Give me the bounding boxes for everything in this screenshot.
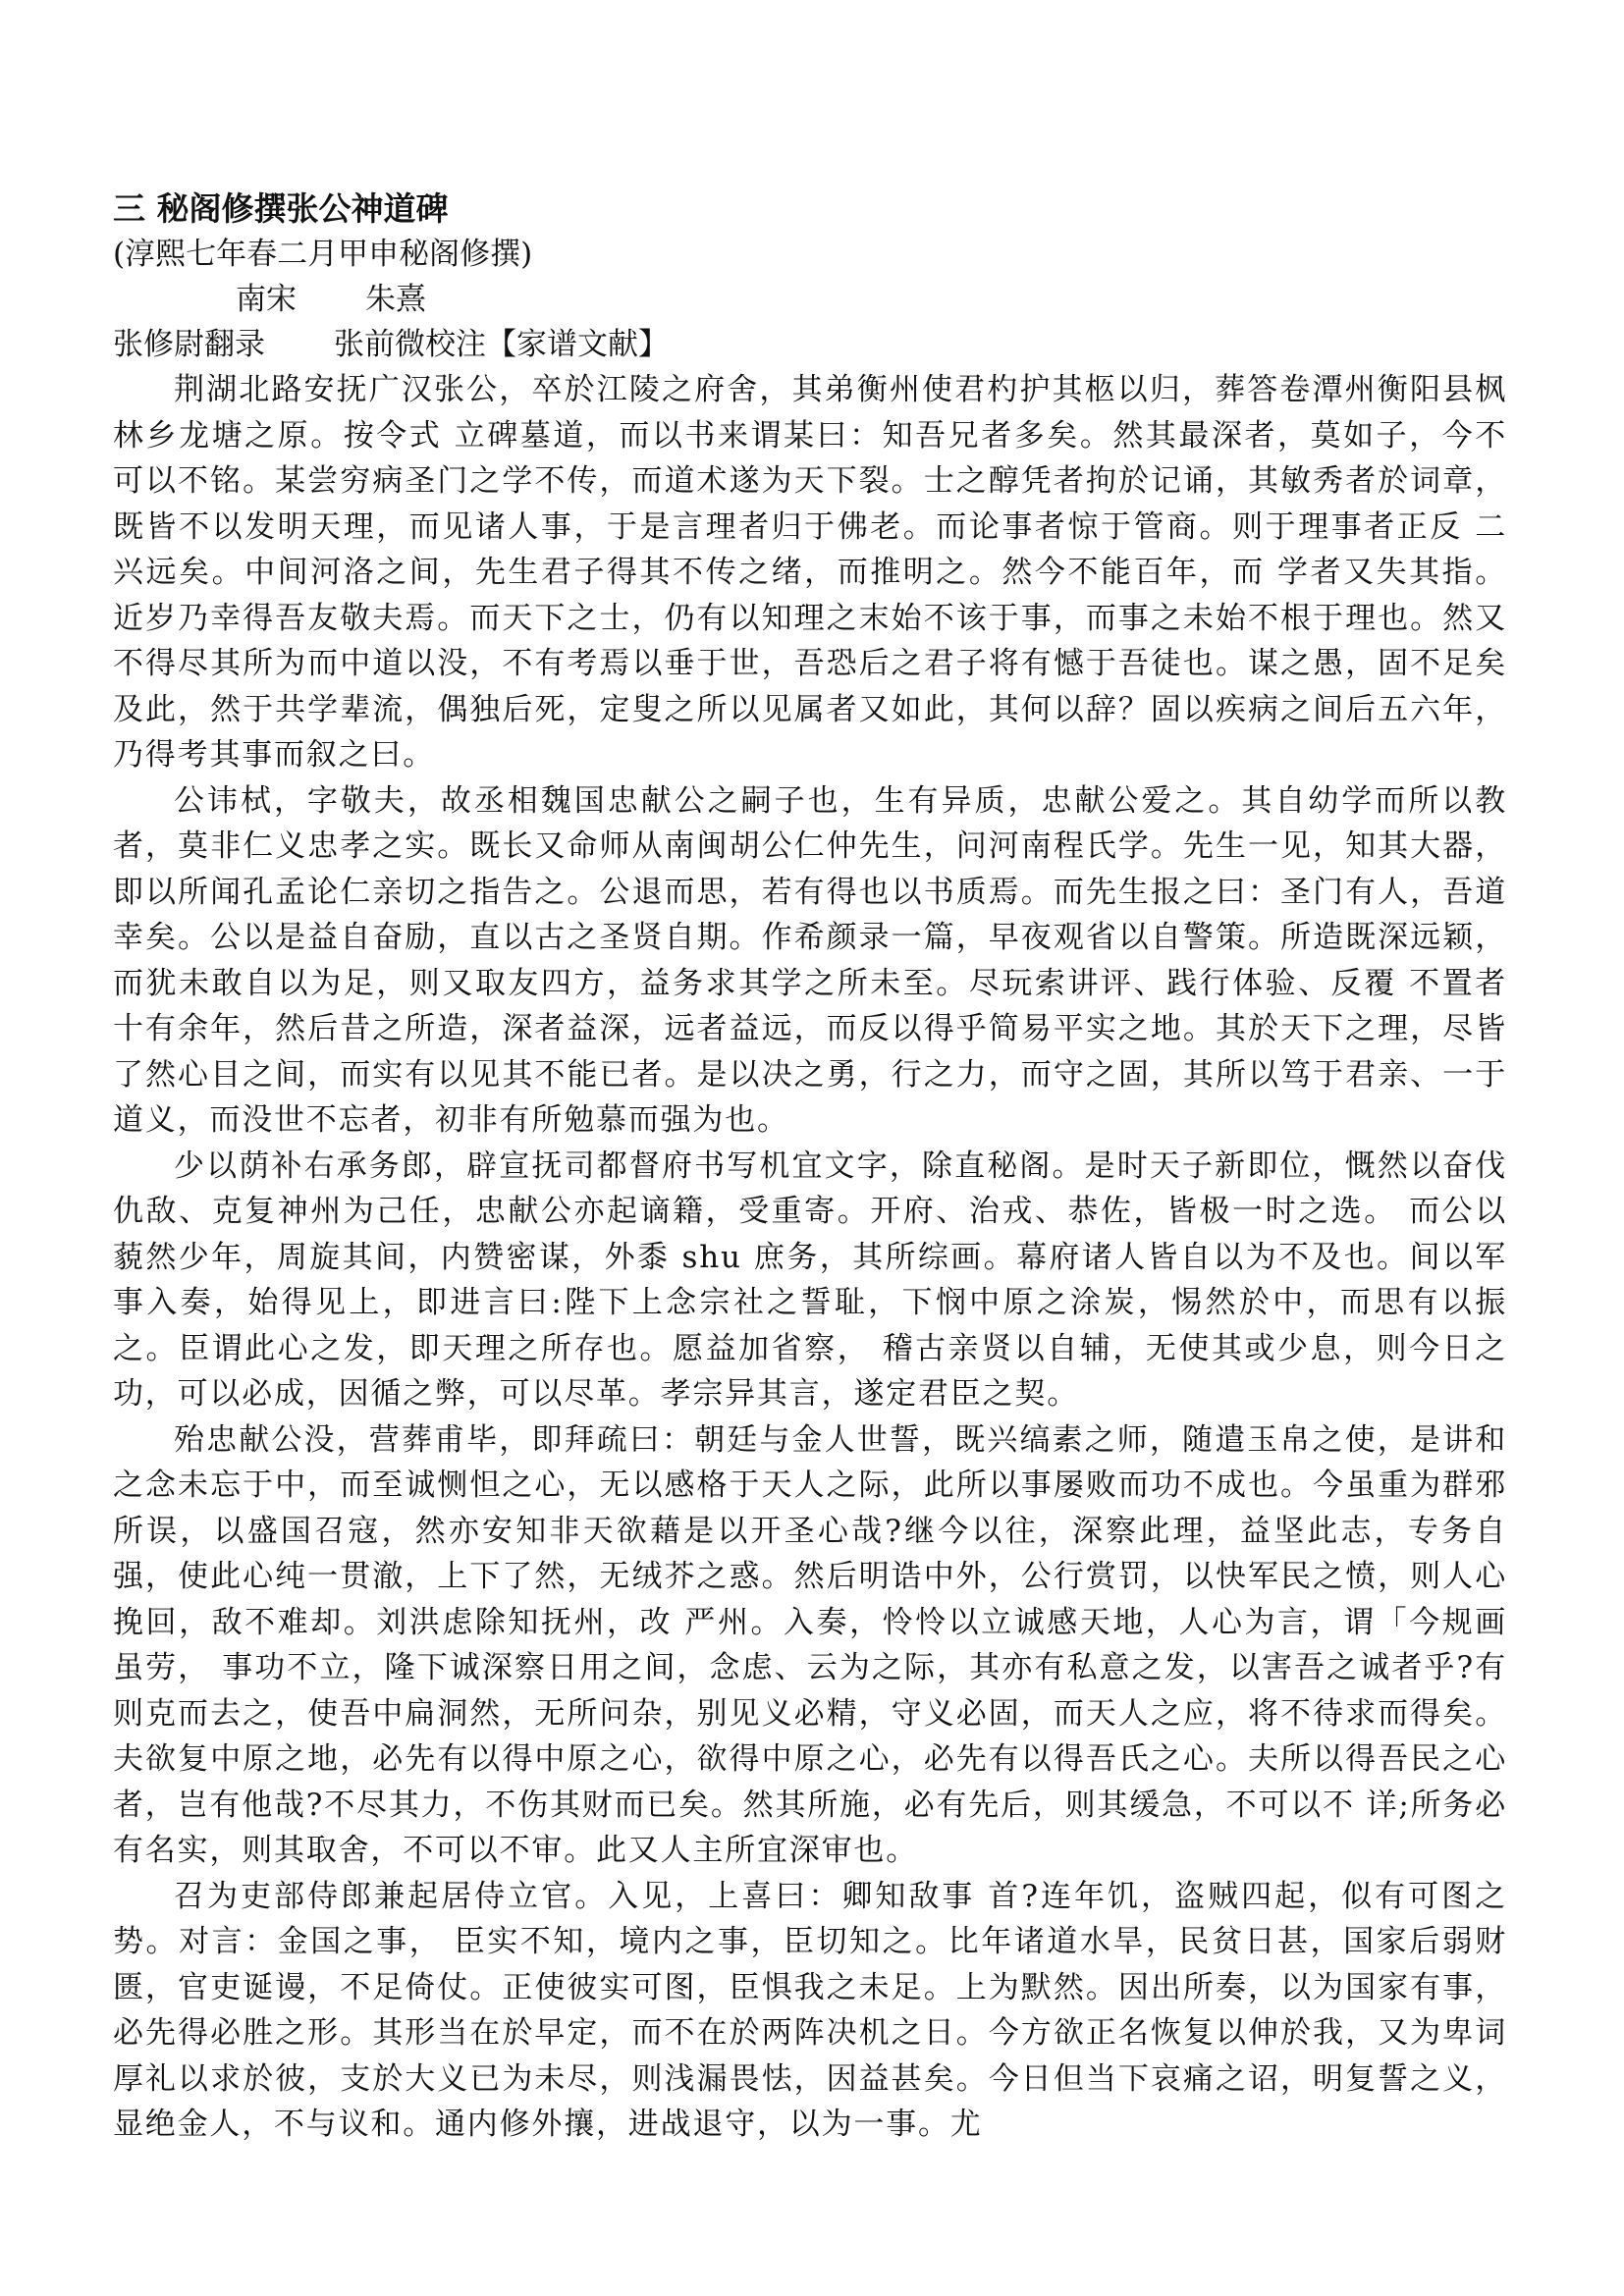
annotator: 张前微校注【家谱文献】 <box>334 327 669 362</box>
document-page <box>113 187 1507 2148</box>
editors-line <box>113 322 1507 367</box>
author-dynasty: 南宋 <box>236 282 297 317</box>
paragraph: 殆忠献公没，营葬甫毕，即拜疏曰：朝廷与金人世誓，既兴缟素之师，随遣玉帛之使，是讲和之念未忘于中，而至诚恻怛之心，无以感格于天人之际，此所以事屡败而功不成也。今虽重为群邪所误，以盛国召寇，然亦安知非天欲藉是以开圣心哉?继今以往，深察此理，益坚此志，专务自强，使此心纯一贯澈，上下了然，无绒芥之惑。然后明诰中外，公行赏罚，以快军民之愤，则人心挽回，敌不难却。刘洪虑除知抚州，改 严州。入奏，怜怜以立诚感天地，人心为言，谓「今规画虽劳， 事功不立，隆下诚深察日用之间，念虑、云为之际，其亦有私意之发，以害吾之诚者乎?有则克而去之，使吾中扁洞然，无所问杂，别见义必精，守义必固，而天人之应，将不待求而得矣。 夫欲复中原之地，必先有以得中原之心，欲得中原之心，必先有以得吾氏之心。夫所以得吾民之心者，岂有他哉?不尽其力，不伤其财而已矣。然其所施，必有先后，则其缓急，不可以不 详;所务必有名实，则其取舍，不可以不审。此又人主所宜深审也。 <box>113 1421 1507 1868</box>
document-title: 三 秘阁修撰张公神道碑 <box>113 189 449 228</box>
author-line <box>113 277 1507 322</box>
paragraph: 召为吏部侍郎兼起居侍立官。入见，上喜曰：卿知敌事 首?连年饥，盗贼四起，似有可图之势。对言：金国之事， 臣实不知，境内之事，臣切知之。比年诸道水旱，民贫日甚，国家后弱财匮，官吏诞谩，不足倚仗。正使彼实可图，臣惧我之未足。上为默然。因出所奏，以为国家有事，必先得必胜之形。其形当在於早定，而不在於两阵决机之日。今方欲正名恢复以伸於我，又为卑词厚礼以求於彼，支於大义已为未尽，则浅漏畏怯，因益甚矣。今日但当下哀痛之诏，明复誓之义，显绝金人，不与议和。通内修外攘，进战退守，以为一事。尤 <box>113 1878 1507 2142</box>
transcriber: 张修尉翻录 <box>113 327 265 362</box>
document-subtitle: (淳熙七年春二月甲申秘阁修撰) <box>113 237 533 272</box>
paragraph: 公讳栻，字敬夫，故丞相魏国忠献公之嗣子也，生有异质，忠献公爱之。其自幼学而所以教者，莫非仁义忠孝之实。既长又命师从南闽胡公仁仲先生，问河南程氏学。先生一见，知其大器，即以所闻孔孟论仁亲切之指告之。公退而思，若有得也以书质焉。而先生报之曰：圣门有人，吾道幸矣。公以是益自奋励，直以古之圣贤自期。作希颜录一篇，早夜观省以自警策。所造既深远颖，而犹未敢自以为足，则又取友四方，益务求其学之所未至。尽玩索讲评、践行体验、反覆 不置者十有余年，然后昔之所造，深者益深，远者益远，而反以得乎简易平实之地。其於天下之理，尽皆了然心目之间，而实有以见其不能已者。是以决之勇，行之力，而守之固，其所以笃于君亲、一于道义，而没世不忘者，初非有所勉慕而强为也。 <box>113 782 1507 1138</box>
paragraph: 荆湖北路安抚广汉张公，卒於江陵之府舍，其弟衡州使君杓护其柩以归，葬答卷潭州衡阳县枫林乡龙塘之原。按令式 立碑墓道，而以书来谓某曰：知吾兄者多矣。然其最深者，莫如子，今不可以不铭。某尝穷病圣门之学不传，而道术遂为天下裂。士之醇凭者拘於记诵，其敏秀者於词章，既皆不以发明天理，而见诸人事，于是言理者归于佛老。而论事者惊于管商。则于理事者正反 二兴远矣。中间河洛之间，先生君子得其不传之绪，而推明之。然今不能百年，而 学者又失其指。近岁乃幸得吾友敬夫焉。而天下之士，仍有以知理之末始不该于事，而事之未始不根于理也。然又不得尽其所为而中道以没，不有考焉以垂于世，吾恐后之君子将有憾于吾徒也。谋之愚，固不足矣及此，然于共学辈流，偶独后死，定叟之所以见属者又如此，其何以辞？固以疾病之间后五六年，乃得考其事而叙之曰。 <box>113 372 1507 773</box>
paragraph: 少以荫补右承务郎，辟宣抚司都督府书写机宜文字，除直秘阁。是时天子新即位，慨然以奋伐仇敌、克复神州为己任，忠献公亦起谪籍，受重寄。开府、治戎、恭佐，皆极一时之选。 而公以藐然少年，周旋其间，内赞密谋，外黍 shu 庶务，其所综画。幕府诸人皆自以为不及也。间以军事入奏，始得见上，即进言曰:陛下上念宗社之誓耻，下悯中原之涂炭，惕然於中，而思有以振之。臣谓此心之发，即天理之所存也。愿益加省察， 稽古亲贤以自辅，无使其或少息，则今日之功，可以必成，因循之弊，可以尽革。孝宗异其言，遂定君臣之契。 <box>113 1148 1507 1412</box>
author-name: 朱熹 <box>365 282 426 317</box>
